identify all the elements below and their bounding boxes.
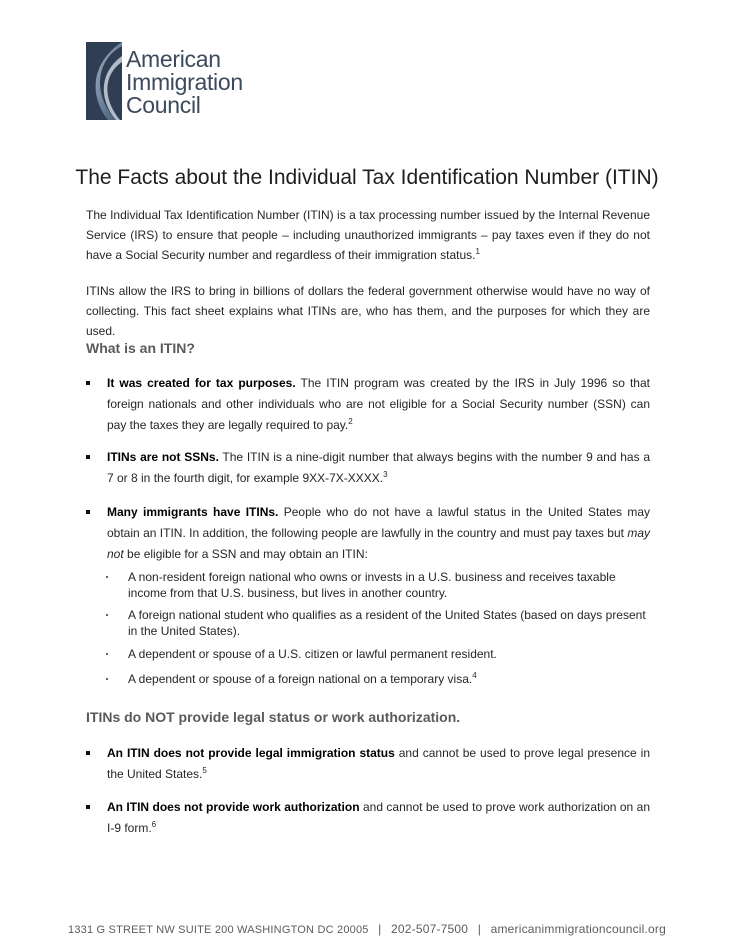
bullet-text-continued: be eligible for a SSN and may obtain an ITIN:	[123, 547, 368, 561]
sub-bullet-dot-icon	[106, 614, 108, 616]
sub-list-text: A non-resident foreign national who owns or invests in a U.S. business and receives taxable income from that U.S. business, but lives in another country.	[128, 570, 616, 600]
bullet-item	[86, 743, 650, 785]
footnote-ref-4: 4	[472, 671, 477, 680]
section-heading-not-legal-status: ITINs do NOT provide legal status or work authorization.	[86, 709, 461, 725]
sub-bullet-dot-icon	[106, 576, 108, 578]
page-title: The Facts about the Individual Tax Identification Number (ITIN)	[75, 166, 659, 189]
sub-list-text: A foreign national student who qualifies as a resident of the United States (based on days present in the United States).	[128, 608, 646, 638]
logo-wordmark	[126, 48, 243, 117]
sub-list-item	[106, 671, 650, 687]
sub-bullet-dot-icon	[106, 653, 108, 655]
bullet-square-icon	[86, 381, 90, 385]
sub-bullet-dot-icon	[106, 678, 108, 680]
bullet-lead: ITINs are not SSNs.	[107, 450, 219, 464]
bullet-lead: An ITIN does not provide legal immigration status	[107, 746, 395, 760]
footer-address: 1331 G STREET NW SUITE 200 WASHINGTON DC 20005	[68, 924, 369, 936]
bullet-item	[86, 373, 650, 436]
page-footer	[0, 922, 734, 936]
footer-separator: |	[477, 922, 482, 936]
bullet-square-icon	[86, 805, 90, 809]
footnote-ref-1: 1	[475, 247, 480, 256]
sub-list-item	[106, 569, 650, 601]
bullet-item	[86, 447, 650, 489]
bullet-item	[86, 502, 650, 565]
bullet-text: People who do not have a lawful status in the United States may obtain an ITIN. In addition, the following people are lawfully in the country and must pay taxes but	[107, 505, 650, 540]
intro-paragraph-1-text: The Individual Tax Identification Number (ITIN) is a tax processing number issued by the Internal Revenue Service (IRS) to ensure that people – including unauthorized immigrants – pay taxes even if they do not have a Social Security number and regardless of their immigration status.	[86, 208, 650, 262]
sub-list-text: A dependent or spouse of a foreign national on a temporary visa.	[128, 672, 473, 686]
organization-logo	[86, 42, 256, 122]
footer-phone: 202-507-7500	[391, 922, 469, 936]
bullet-emphasis: may not	[107, 526, 650, 561]
footer-separator: |	[378, 922, 382, 936]
intro-paragraph-2: ITINs allow the IRS to bring in billions of dollars the federal government otherwise would have no way of collecting. This fact sheet explains what ITINs are, who has them, and the purposes for which they are used.	[86, 284, 650, 338]
logo-line-2: Immigration	[126, 69, 243, 95]
footnote-ref-2: 2	[348, 417, 353, 426]
logo-mark-icon	[86, 42, 122, 120]
bullet-lead: Many immigrants have ITINs.	[107, 505, 279, 519]
footer-website-link[interactable]: americanimmigrationcouncil.org	[490, 922, 666, 936]
bullet-square-icon	[86, 510, 90, 514]
bullet-square-icon	[86, 455, 90, 459]
bullet-lead: It was created for tax purposes.	[107, 376, 296, 390]
bullet-square-icon	[86, 751, 90, 755]
logo-line-1: American	[126, 46, 221, 72]
footnote-ref-5: 5	[202, 766, 207, 775]
intro-paragraph-1	[86, 205, 650, 265]
sub-list-item	[106, 646, 650, 662]
bullet-text: The ITIN is a nine-digit number that always begins with the number 9 and has a 7 or 8 in the fourth digit, for example 9XX-7X-XXXX.	[107, 450, 650, 485]
bullet-lead: An ITIN does not provide work authorization	[107, 800, 360, 814]
bullet-item	[86, 797, 650, 839]
footnote-ref-6: 6	[151, 820, 157, 829]
sub-list-text: A dependent or spouse of a U.S. citizen or lawful permanent resident.	[128, 647, 497, 661]
section-heading-what-is-itin: What is an ITIN?	[86, 340, 195, 356]
footnote-ref-3: 3	[383, 470, 388, 479]
sub-list-item	[106, 607, 650, 639]
bullet-text: and cannot be used to prove legal presence in the United States.	[107, 746, 650, 781]
bullet-text: and cannot be used to prove work authorization on an I-9 form.	[107, 800, 650, 835]
bullet-text: The ITIN program was created by the IRS in July 1996 so that foreign nationals and other individuals who are not eligible for a Social Security number (SSN) can pay the taxes they are legally required to pay.	[107, 376, 650, 432]
logo-line-3: Council	[126, 92, 201, 118]
